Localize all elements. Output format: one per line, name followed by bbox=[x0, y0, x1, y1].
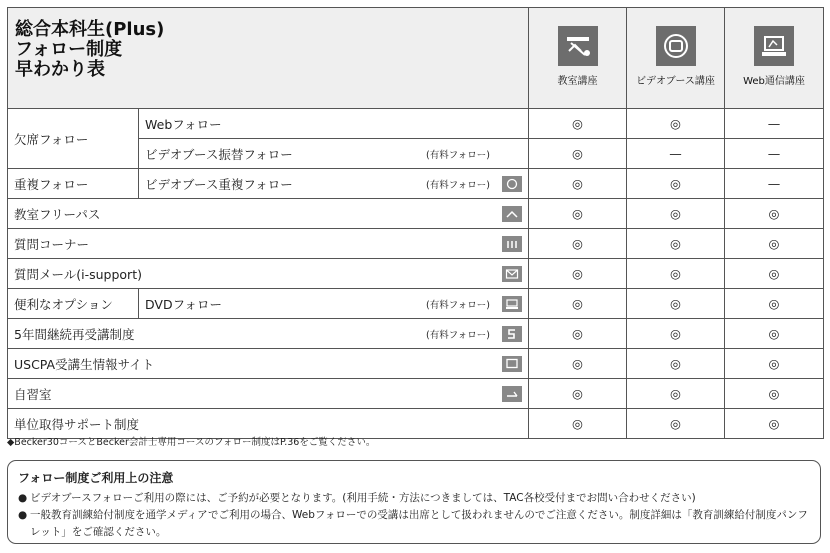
mark-cell: ◎ bbox=[529, 409, 627, 439]
bullet: ● bbox=[18, 492, 28, 504]
mark-cell: ◎ bbox=[627, 349, 725, 379]
group-label-duplicate: 重複フォロー bbox=[8, 169, 139, 199]
column-header-video-booth bbox=[627, 8, 725, 109]
item-cell bbox=[139, 169, 529, 199]
mark-cell: ◎ bbox=[725, 199, 824, 229]
mark-cell: ◎ bbox=[725, 229, 824, 259]
table-row bbox=[8, 199, 824, 229]
mark-cell: ◎ bbox=[725, 349, 824, 379]
classroom-icon bbox=[558, 26, 598, 66]
mark-cell: ◎ bbox=[627, 169, 725, 199]
group-label-options: 便利なオプション bbox=[8, 289, 139, 319]
item-cell bbox=[8, 319, 529, 349]
item-cell bbox=[8, 349, 529, 379]
mark-cell: ◎ bbox=[529, 169, 627, 199]
mark-cell: ◎ bbox=[725, 289, 824, 319]
mark-cell: — bbox=[725, 139, 824, 169]
five-year-icon bbox=[502, 326, 522, 342]
video-icon bbox=[502, 176, 522, 192]
paid-note: (有料フォロー) bbox=[426, 149, 490, 161]
mark-cell: ◎ bbox=[529, 319, 627, 349]
paid-note: (有料フォロー) bbox=[426, 329, 490, 341]
table-row bbox=[8, 169, 824, 199]
mark-cell: ◎ bbox=[627, 289, 725, 319]
column-header-web bbox=[725, 8, 824, 109]
item-label: 教室フリーパス bbox=[14, 206, 101, 222]
item-cell bbox=[8, 259, 529, 289]
notice-text: ビデオブースフォローご利用の際には、ご予約が必要となります。(利用手続・方法につきましては、TAC各校受付までお問い合わせください) bbox=[30, 492, 696, 504]
mark-cell: ◎ bbox=[725, 259, 824, 289]
item-label: ビデオブース振替フォロー bbox=[145, 146, 293, 162]
table-row bbox=[8, 289, 824, 319]
monitor-icon bbox=[502, 356, 522, 372]
table-row bbox=[8, 229, 824, 259]
item-label: DVDフォロー bbox=[145, 296, 222, 312]
item-cell bbox=[8, 199, 529, 229]
mark-cell: ◎ bbox=[529, 109, 627, 139]
item-label: USCPA受講生情報サイト bbox=[14, 356, 155, 372]
item-cell bbox=[8, 229, 529, 259]
table-row bbox=[8, 319, 824, 349]
mark-cell: ◎ bbox=[529, 139, 627, 169]
mark-cell: ◎ bbox=[529, 289, 627, 319]
mark-cell: ◎ bbox=[529, 349, 627, 379]
mark-cell: ◎ bbox=[627, 409, 725, 439]
mark-cell: ◎ bbox=[627, 199, 725, 229]
table-row bbox=[8, 349, 824, 379]
notice-item bbox=[18, 507, 810, 541]
item-label: Webフォロー bbox=[145, 116, 222, 132]
item-label: 5年間継続再受講制度 bbox=[14, 326, 135, 342]
paid-note: (有料フォロー) bbox=[426, 299, 490, 311]
video-booth-icon bbox=[656, 26, 696, 66]
item-cell bbox=[139, 289, 529, 319]
mark-cell: ◎ bbox=[725, 319, 824, 349]
web-course-icon bbox=[754, 26, 794, 66]
mark-cell: ◎ bbox=[627, 319, 725, 349]
paid-note: (有料フォロー) bbox=[426, 179, 490, 191]
column-label-classroom: 教室講座 bbox=[557, 76, 598, 87]
mark-cell: ◎ bbox=[725, 409, 824, 439]
title-line-1: 総合本科生(Plus) bbox=[15, 19, 165, 40]
mail-icon bbox=[502, 266, 522, 282]
group-label-absence: 欠席フォロー bbox=[8, 109, 139, 169]
mark-cell: ◎ bbox=[529, 379, 627, 409]
mark-cell: ◎ bbox=[725, 379, 824, 409]
item-label: ビデオブース重複フォロー bbox=[145, 176, 293, 192]
notice-title: フォロー制度ご利用上の注意 bbox=[18, 471, 174, 485]
mark-cell: ◎ bbox=[627, 259, 725, 289]
follow-system-table bbox=[7, 7, 824, 439]
title-line-2: フォロー制度 bbox=[15, 39, 123, 60]
item-label: 質問コーナー bbox=[14, 236, 90, 252]
footnote: ◆Becker30コースとBecker会計士専用コースのフォロー制度はP.36をご覧ください。 bbox=[7, 437, 376, 448]
mark-cell: ◎ bbox=[627, 109, 725, 139]
mark-cell: — bbox=[627, 139, 725, 169]
notice-item bbox=[18, 490, 810, 507]
free-pass-icon bbox=[502, 206, 522, 222]
mark-cell: ◎ bbox=[529, 199, 627, 229]
notice-text: 一般教育訓練給付制度を通学メディアでご利用の場合、Webフォローでの受講は出席として扱われませんのでご注意ください。制度詳細は「教育訓練給付制度パンフレット」をご確認ください。 bbox=[30, 509, 808, 538]
mark-cell: ◎ bbox=[627, 379, 725, 409]
item-cell bbox=[139, 139, 529, 169]
bullet: ● bbox=[18, 509, 28, 521]
column-header-classroom bbox=[529, 8, 627, 109]
item-label: 質問メール(i-support) bbox=[14, 266, 142, 282]
title-line-3: 早わかり表 bbox=[15, 59, 105, 80]
item-label: 自習室 bbox=[14, 386, 52, 402]
notice-box bbox=[7, 460, 821, 544]
question-corner-icon bbox=[502, 236, 522, 252]
table-row bbox=[8, 259, 824, 289]
mark-cell: — bbox=[725, 109, 824, 139]
column-label-video-booth: ビデオブース講座 bbox=[636, 76, 715, 87]
column-label-web: Web通信講座 bbox=[743, 76, 805, 87]
table-row bbox=[8, 109, 824, 139]
table-row bbox=[8, 379, 824, 409]
dvd-icon bbox=[502, 296, 522, 312]
table-title bbox=[8, 8, 529, 109]
mark-cell: — bbox=[725, 169, 824, 199]
mark-cell: ◎ bbox=[529, 229, 627, 259]
mark-cell: ◎ bbox=[529, 259, 627, 289]
item-cell bbox=[8, 379, 529, 409]
mark-cell: ◎ bbox=[627, 229, 725, 259]
study-room-icon bbox=[502, 386, 522, 402]
item-label: 単位取得サポート制度 bbox=[14, 416, 140, 432]
item-cell bbox=[139, 109, 529, 139]
